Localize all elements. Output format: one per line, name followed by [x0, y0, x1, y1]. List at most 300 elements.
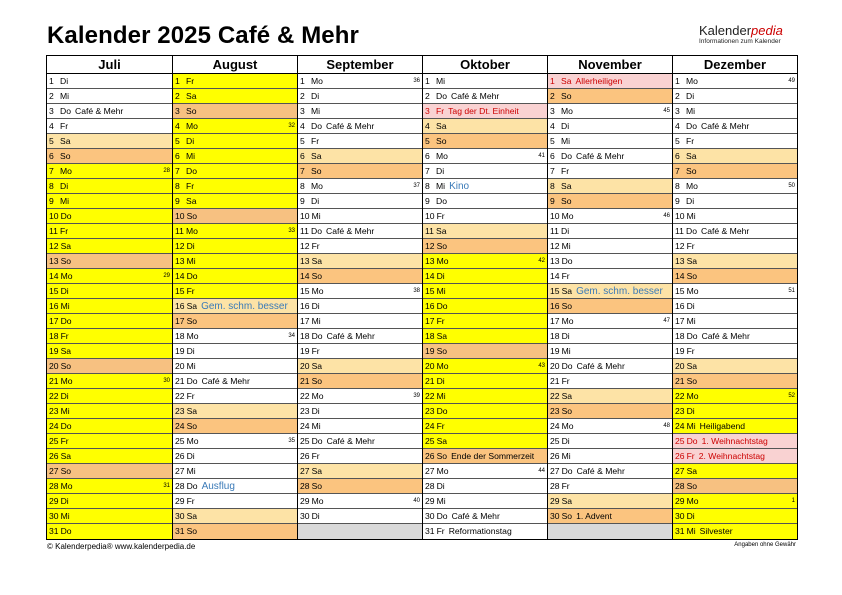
weekday: Sa	[561, 286, 573, 296]
event-label: Kino	[449, 181, 470, 192]
day-number: 1	[175, 76, 180, 86]
day-row[interactable]	[173, 329, 297, 344]
day-number: 25	[550, 436, 560, 446]
day-row[interactable]	[548, 404, 672, 419]
day-row[interactable]	[423, 359, 547, 374]
day-number: 9	[175, 196, 180, 206]
day-row[interactable]	[673, 194, 797, 209]
day-row[interactable]	[298, 314, 422, 329]
day-row[interactable]	[548, 89, 672, 104]
day-row[interactable]	[423, 464, 547, 479]
day-number: 16	[300, 301, 310, 311]
weekday: So	[561, 91, 572, 101]
day-row[interactable]	[47, 269, 172, 284]
day-row[interactable]	[673, 374, 797, 389]
weekday: Do	[311, 226, 322, 236]
day-row[interactable]	[47, 89, 172, 104]
weekday: Do	[561, 361, 573, 371]
day-row[interactable]	[423, 149, 547, 164]
day-row[interactable]	[423, 449, 547, 464]
event-label: Ausflug	[201, 481, 235, 492]
day-row[interactable]	[548, 74, 672, 89]
day-row[interactable]	[173, 344, 297, 359]
day-row[interactable]	[298, 389, 422, 404]
day-row[interactable]	[47, 389, 172, 404]
weekday: Sa	[60, 451, 72, 461]
day-row[interactable]	[173, 134, 297, 149]
weekday: Do	[186, 166, 197, 176]
event-label: Silvester	[699, 526, 733, 536]
day-row[interactable]	[548, 119, 672, 134]
day-number: 22	[175, 391, 185, 401]
day-row[interactable]	[47, 74, 172, 89]
day-row[interactable]	[548, 254, 672, 269]
day-row[interactable]	[298, 209, 422, 224]
day-row[interactable]	[173, 74, 297, 89]
day-row[interactable]	[673, 299, 797, 314]
day-row[interactable]	[298, 509, 422, 524]
day-row[interactable]	[423, 404, 547, 419]
day-number: 26	[175, 451, 185, 461]
weekday: So	[686, 376, 698, 386]
event-label: Tag der Dt. Einheit	[448, 106, 519, 116]
day-row[interactable]	[548, 509, 672, 524]
day-row[interactable]	[47, 404, 172, 419]
day-row[interactable]	[298, 404, 422, 419]
day-row[interactable]	[548, 464, 672, 479]
day-row[interactable]	[298, 344, 422, 359]
day-row[interactable]	[548, 134, 672, 149]
weekday: Mi	[436, 76, 446, 86]
day-row[interactable]	[423, 254, 547, 269]
day-number: 21	[425, 376, 435, 386]
event-label: Café & Mehr	[701, 331, 750, 341]
day-row[interactable]	[673, 269, 797, 284]
day-number: 23	[425, 406, 435, 416]
weekday: Fr	[186, 496, 195, 506]
weekday: Di	[60, 181, 69, 191]
day-row[interactable]	[673, 254, 797, 269]
day-row[interactable]	[673, 344, 797, 359]
day-row[interactable]	[548, 419, 672, 434]
day-row[interactable]	[423, 344, 547, 359]
day-row[interactable]	[423, 419, 547, 434]
day-number: 28	[300, 481, 310, 491]
day-row[interactable]	[47, 509, 172, 524]
day-row[interactable]	[173, 314, 297, 329]
day-number: 5	[300, 136, 305, 146]
day-row[interactable]	[673, 509, 797, 524]
day-number: 20	[425, 361, 435, 371]
weekday: So	[60, 256, 72, 266]
day-row[interactable]	[423, 194, 547, 209]
day-row[interactable]	[673, 224, 797, 239]
day-number: 7	[175, 166, 180, 176]
day-row[interactable]	[298, 479, 422, 494]
weekday: Sa	[686, 361, 698, 371]
day-row[interactable]	[423, 89, 547, 104]
day-number: 6	[300, 151, 305, 161]
day-row[interactable]	[173, 419, 297, 434]
day-number: 14	[300, 271, 310, 281]
event-label: Reformationstag	[448, 526, 512, 536]
day-number: 3	[49, 106, 54, 116]
weekday: So	[561, 511, 573, 521]
day-number: 21	[49, 376, 59, 386]
day-row[interactable]	[548, 344, 672, 359]
day-row[interactable]	[423, 329, 547, 344]
day-row[interactable]	[47, 194, 172, 209]
weekday: Di	[311, 301, 320, 311]
day-row[interactable]	[423, 509, 547, 524]
weekday: Fr	[561, 271, 570, 281]
day-number: 16	[550, 301, 560, 311]
day-number: 10	[49, 211, 59, 221]
weekday: So	[686, 481, 698, 491]
day-row[interactable]	[423, 479, 547, 494]
weekday: Do	[561, 256, 573, 266]
weekday: So	[60, 151, 71, 161]
day-row[interactable]	[673, 149, 797, 164]
day-row[interactable]	[423, 164, 547, 179]
day-row[interactable]	[47, 224, 172, 239]
day-row[interactable]	[47, 359, 172, 374]
weekday: Di	[311, 196, 320, 206]
day-row[interactable]	[673, 494, 797, 509]
day-row[interactable]	[173, 449, 297, 464]
weekday: Mi	[686, 526, 696, 536]
event-label: Allerheiligen	[575, 76, 623, 86]
day-number: 11	[425, 226, 434, 236]
day-row[interactable]	[298, 149, 422, 164]
day-row[interactable]	[47, 329, 172, 344]
day-row[interactable]	[47, 419, 172, 434]
day-row[interactable]	[423, 389, 547, 404]
weekday: Mi	[60, 91, 70, 101]
weekday: Mo	[436, 151, 448, 161]
day-row[interactable]	[673, 239, 797, 254]
day-row[interactable]	[423, 134, 547, 149]
day-row[interactable]	[173, 194, 297, 209]
day-row[interactable]	[673, 134, 797, 149]
day-row[interactable]	[47, 314, 172, 329]
weekday: Sa	[311, 466, 323, 476]
day-row[interactable]	[173, 164, 297, 179]
weekday: Mo	[186, 331, 199, 341]
day-row[interactable]	[298, 134, 422, 149]
day-number: 18	[175, 331, 185, 341]
event-label: 2. Weihnachtstag	[698, 451, 765, 461]
day-row[interactable]	[548, 224, 672, 239]
day-row[interactable]	[548, 239, 672, 254]
day-row[interactable]	[47, 179, 172, 194]
weekday: Do	[686, 121, 697, 131]
day-row[interactable]	[298, 164, 422, 179]
day-row[interactable]	[298, 299, 422, 314]
month-column-november	[547, 56, 672, 539]
day-row[interactable]	[47, 434, 172, 449]
day-row[interactable]	[423, 524, 547, 539]
day-number: 5	[425, 136, 430, 146]
day-row[interactable]	[173, 299, 297, 314]
calendar-week-number: 30	[163, 378, 170, 384]
day-row[interactable]	[548, 434, 672, 449]
day-number: 30	[675, 511, 685, 521]
day-row[interactable]	[173, 464, 297, 479]
day-row[interactable]	[173, 509, 297, 524]
day-number: 5	[49, 136, 54, 146]
day-number: 29	[675, 496, 685, 506]
day-row[interactable]	[47, 344, 172, 359]
weekday: Di	[186, 136, 195, 146]
day-row[interactable]	[673, 104, 797, 119]
day-row[interactable]	[673, 359, 797, 374]
day-row[interactable]	[673, 479, 797, 494]
day-row[interactable]	[173, 89, 297, 104]
day-row[interactable]	[423, 224, 547, 239]
day-row[interactable]	[548, 314, 672, 329]
day-row[interactable]	[548, 374, 672, 389]
day-row[interactable]	[423, 314, 547, 329]
day-row[interactable]	[47, 299, 172, 314]
day-row[interactable]	[298, 494, 422, 509]
day-row[interactable]	[47, 479, 172, 494]
day-row[interactable]	[548, 329, 672, 344]
day-row[interactable]	[298, 269, 422, 284]
day-row[interactable]	[173, 239, 297, 254]
day-number: 24	[425, 421, 435, 431]
day-row[interactable]	[173, 359, 297, 374]
day-number: 8	[300, 181, 305, 191]
day-row[interactable]	[298, 119, 422, 134]
day-row[interactable]	[423, 434, 547, 449]
day-row[interactable]	[173, 374, 297, 389]
weekday: Mo	[686, 391, 699, 401]
day-row[interactable]	[298, 179, 422, 194]
day-row[interactable]	[423, 239, 547, 254]
day-row[interactable]	[298, 359, 422, 374]
day-row[interactable]	[298, 89, 422, 104]
day-row[interactable]	[173, 269, 297, 284]
day-row[interactable]	[47, 149, 172, 164]
day-row[interactable]	[423, 299, 547, 314]
day-row[interactable]	[173, 494, 297, 509]
kalenderpedia-logo[interactable]	[699, 24, 799, 46]
day-row[interactable]	[548, 494, 672, 509]
day-row[interactable]	[673, 209, 797, 224]
weekday: So	[436, 451, 448, 461]
weekday: Mo	[186, 436, 199, 446]
day-row[interactable]	[47, 449, 172, 464]
weekday: Sa	[186, 91, 197, 101]
day-number: 1	[425, 76, 430, 86]
day-row[interactable]	[173, 479, 297, 494]
day-row[interactable]	[423, 374, 547, 389]
day-row[interactable]	[173, 179, 297, 194]
day-row[interactable]	[673, 389, 797, 404]
weekday: Do	[686, 436, 698, 446]
day-row[interactable]	[298, 254, 422, 269]
day-row[interactable]	[423, 209, 547, 224]
day-row[interactable]	[47, 524, 172, 539]
day-number: 24	[300, 421, 310, 431]
day-row[interactable]	[423, 494, 547, 509]
day-row[interactable]	[298, 104, 422, 119]
day-row[interactable]	[173, 389, 297, 404]
weekday: Mi	[60, 406, 70, 416]
day-row[interactable]	[298, 224, 422, 239]
day-row[interactable]	[673, 74, 797, 89]
day-row[interactable]	[173, 224, 297, 239]
day-row[interactable]	[673, 119, 797, 134]
day-row[interactable]	[423, 104, 547, 119]
day-row[interactable]	[673, 404, 797, 419]
weekday: Mi	[186, 256, 196, 266]
event-label: Ende der Sommerzeit	[451, 451, 535, 461]
day-row[interactable]	[423, 179, 547, 194]
day-row[interactable]	[173, 404, 297, 419]
weekday: So	[686, 166, 697, 176]
weekday: Mi	[311, 106, 321, 116]
day-row[interactable]	[548, 179, 672, 194]
day-number: 29	[425, 496, 435, 506]
day-number: 14	[175, 271, 185, 281]
day-number: 16	[425, 301, 435, 311]
weekday: Mo	[436, 256, 449, 266]
weekday: Di	[436, 376, 445, 386]
day-row[interactable]	[673, 314, 797, 329]
day-row[interactable]	[673, 524, 797, 539]
day-row[interactable]	[173, 149, 297, 164]
day-row[interactable]	[673, 419, 797, 434]
day-row[interactable]	[548, 299, 672, 314]
event-label: Café & Mehr	[201, 376, 250, 386]
day-row[interactable]	[298, 419, 422, 434]
calendar-week-number: 37	[413, 183, 420, 189]
day-row[interactable]	[423, 269, 547, 284]
day-number: 13	[49, 256, 59, 266]
day-number: 21	[300, 376, 310, 386]
day-row[interactable]	[548, 104, 672, 119]
day-row[interactable]	[298, 239, 422, 254]
day-row[interactable]	[548, 449, 672, 464]
day-row[interactable]	[173, 254, 297, 269]
day-row[interactable]	[47, 284, 172, 299]
day-number: 18	[550, 331, 560, 341]
day-number: 19	[550, 346, 560, 356]
day-row[interactable]	[173, 434, 297, 449]
day-number: 28	[49, 481, 59, 491]
day-row[interactable]	[673, 89, 797, 104]
day-row[interactable]	[673, 284, 797, 299]
day-row[interactable]	[298, 449, 422, 464]
day-row[interactable]	[423, 119, 547, 134]
day-number: 30	[550, 511, 560, 521]
day-row[interactable]	[173, 104, 297, 119]
day-row[interactable]	[548, 269, 672, 284]
day-row[interactable]	[548, 194, 672, 209]
day-row[interactable]	[673, 164, 797, 179]
weekday: Mo	[60, 481, 73, 491]
day-number: 11	[49, 226, 58, 236]
day-row[interactable]	[47, 119, 172, 134]
day-row[interactable]	[47, 104, 172, 119]
day-row[interactable]	[673, 449, 797, 464]
day-row[interactable]	[548, 164, 672, 179]
day-row[interactable]	[673, 464, 797, 479]
weekday: Do	[436, 406, 448, 416]
day-row[interactable]	[47, 494, 172, 509]
weekday: Mo	[311, 181, 323, 191]
day-number: 2	[175, 91, 180, 101]
day-row[interactable]	[673, 434, 797, 449]
day-number: 13	[175, 256, 185, 266]
day-number: 10	[425, 211, 435, 221]
day-row[interactable]	[47, 164, 172, 179]
event-label: Gem. schm. besser	[576, 286, 663, 297]
day-row[interactable]	[298, 74, 422, 89]
day-row[interactable]	[298, 284, 422, 299]
day-row[interactable]	[47, 209, 172, 224]
footer-credit: © Kalenderpedia® www.kalenderpedia.de	[47, 542, 196, 551]
day-row[interactable]	[548, 389, 672, 404]
day-row[interactable]	[47, 464, 172, 479]
weekday: Sa	[561, 496, 573, 506]
day-row[interactable]	[47, 134, 172, 149]
day-number: 19	[175, 346, 185, 356]
calendar-week-number: 36	[413, 78, 420, 84]
day-row[interactable]	[548, 479, 672, 494]
day-row[interactable]	[47, 374, 172, 389]
day-row[interactable]	[423, 284, 547, 299]
day-row[interactable]	[173, 284, 297, 299]
day-row[interactable]	[47, 254, 172, 269]
calendar-week-number: 1	[791, 498, 795, 504]
day-row[interactable]	[673, 329, 797, 344]
weekday: Do	[60, 316, 72, 326]
day-row[interactable]	[173, 119, 297, 134]
day-number: 23	[175, 406, 185, 416]
day-row[interactable]	[173, 524, 297, 539]
weekday: Mo	[561, 106, 573, 116]
weekday: Mo	[686, 286, 699, 296]
day-row[interactable]	[173, 209, 297, 224]
weekday: Di	[186, 241, 195, 251]
day-row[interactable]	[423, 74, 547, 89]
day-row[interactable]	[548, 149, 672, 164]
calendar-week-number: 48	[663, 423, 670, 429]
weekday: Mo	[311, 391, 324, 401]
event-label: 1. Weihnachtstag	[701, 436, 768, 446]
day-row[interactable]	[47, 239, 172, 254]
weekday: So	[436, 136, 447, 146]
day-row[interactable]	[548, 359, 672, 374]
event-label: Café & Mehr	[451, 511, 500, 521]
day-row[interactable]	[548, 284, 672, 299]
day-row[interactable]	[298, 374, 422, 389]
day-row[interactable]	[548, 209, 672, 224]
weekday: Di	[311, 406, 320, 416]
day-row[interactable]	[298, 434, 422, 449]
weekday: Mi	[311, 316, 321, 326]
weekday: Do	[60, 526, 72, 536]
day-row[interactable]	[298, 194, 422, 209]
day-number: 17	[425, 316, 435, 326]
day-row[interactable]	[673, 179, 797, 194]
day-row[interactable]	[298, 464, 422, 479]
weekday: Mo	[436, 466, 449, 476]
day-row[interactable]	[298, 329, 422, 344]
